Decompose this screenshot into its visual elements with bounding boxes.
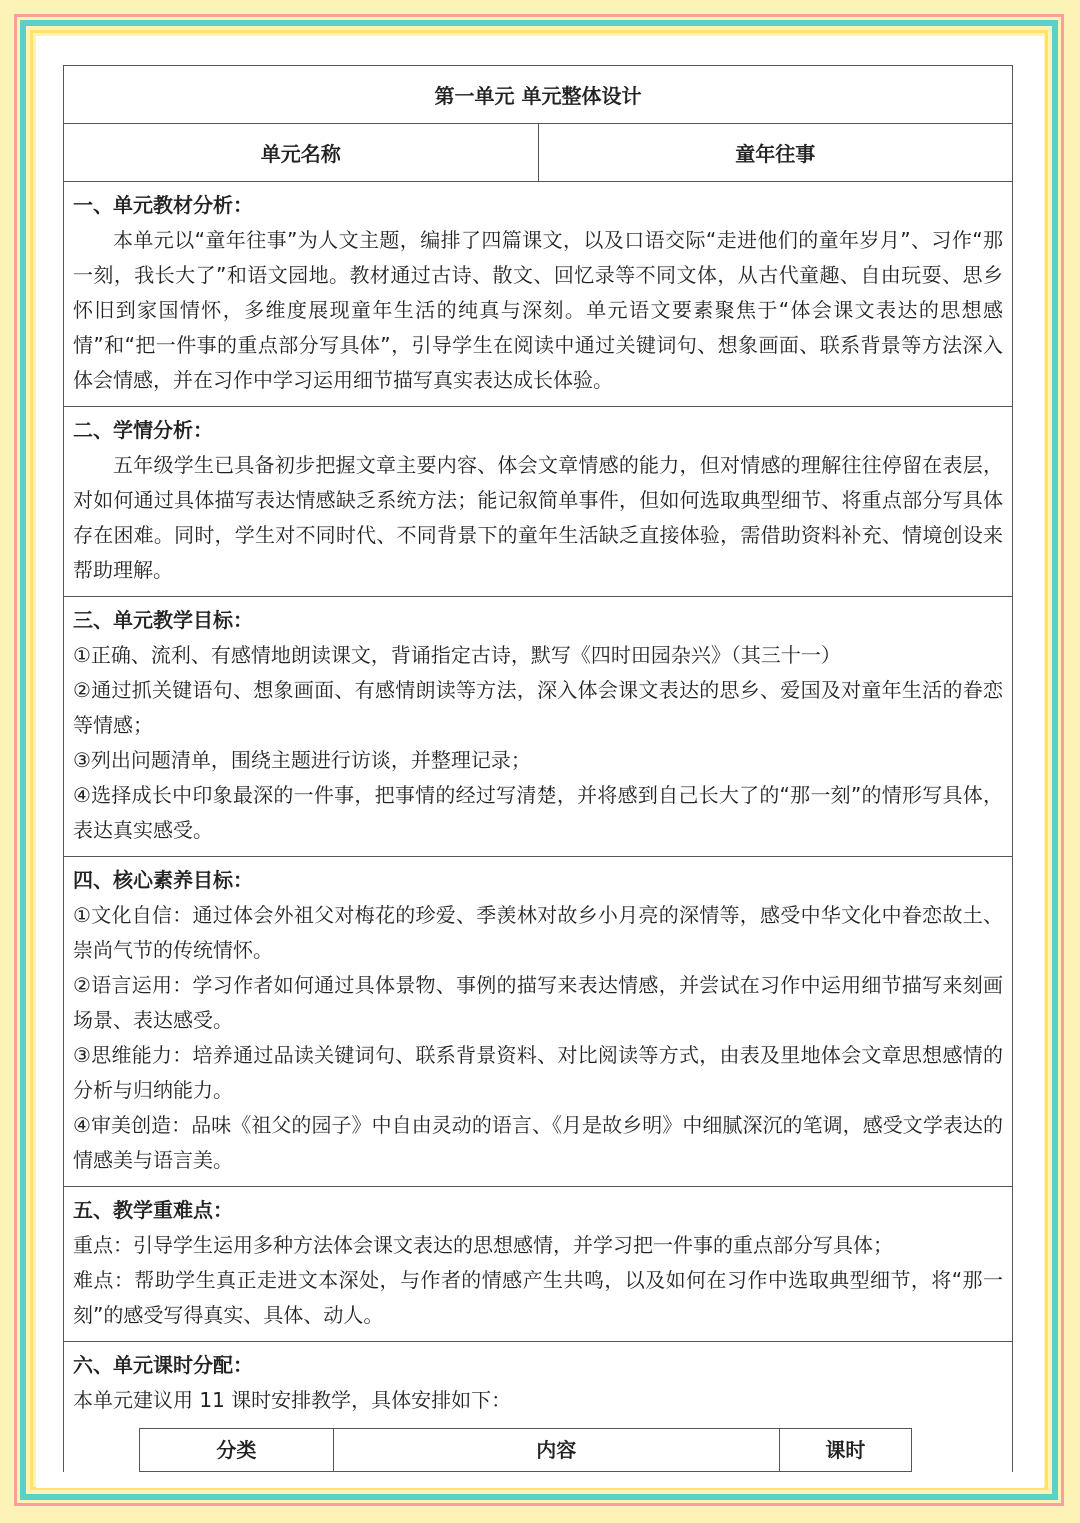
section-material-analysis xyxy=(64,182,1012,407)
section-student-analysis xyxy=(64,407,1012,597)
literacy-item: ④审美创造：品味《祖父的园子》中自由灵动的语言、《月是故乡明》中细腻深沉的笔调，感受文学表达的情感美与语言美。 xyxy=(73,1113,1003,1172)
literacy-item: ①文化自信：通过体会外祖父对梅花的珍爱、季羡林对故乡小月亮的深情等，感受中华文化中眷恋故土、崇尚气节的传统情怀。 xyxy=(73,903,1003,962)
section-key-difficulties xyxy=(64,1187,1012,1342)
document-page xyxy=(36,36,1044,1488)
section-heading: 六、单元课时分配： xyxy=(73,1353,253,1377)
unit-name-label: 单元名称 xyxy=(260,142,341,166)
goal-item: ④选择成长中印象最深的一件事，把事情的经过写清楚，并将感到自己长大了的“那一刻”的情形写具体，表达真实感受。 xyxy=(73,783,1003,842)
lesson-allocation-table xyxy=(139,1428,912,1472)
table-header-row xyxy=(140,1429,912,1472)
section-heading: 二、学情分析： xyxy=(73,418,213,442)
section-heading: 五、教学重难点： xyxy=(73,1198,233,1222)
column-header-hours: 课时 xyxy=(779,1429,911,1472)
goal-item: ③列出问题清单，围绕主题进行访谈，并整理记录； xyxy=(73,748,531,772)
goal-item: ①正确、流利、有感情地朗读课文，背诵指定古诗，默写《四时田园杂兴》（其三十一） xyxy=(73,643,841,667)
key-point: 重点：引导学生运用多种方法体会课文表达的思想感情，并学习把一件事的重点部分写具体； xyxy=(73,1233,893,1257)
document-title: 第一单元 单元整体设计 xyxy=(64,66,1012,124)
section-heading: 三、单元教学目标： xyxy=(73,608,253,632)
unit-name-row xyxy=(64,124,1012,182)
section-paragraph: 五年级学生已具备初步把握文章主要内容、体会文章情感的能力，但对情感的理解往往停留在表层，对如何通过具体描写表达情感缺乏系统方法；能记叙简单事件，但如何选取典型细节、将重点部分写具体存在困难。同时，学生对不同时代、不同背景下的童年生活缺乏直接体验，需借助资料补充、情境创设来帮助理解。 xyxy=(73,453,1003,582)
unit-name-value: 童年往事 xyxy=(538,124,1013,181)
literacy-item: ③思维能力：培养通过品读关键词句、联系背景资料、对比阅读等方式，由表及里地体会文章思想感情的分析与归纳能力。 xyxy=(73,1043,1003,1102)
section-lesson-allocation xyxy=(64,1342,1012,1472)
section-paragraph: 本单元以“童年往事”为人文主题，编排了四篇课文，以及口语交际“走进他们的童年岁月”、习作“那一刻，我长大了”和语文园地。教材通过古诗、散文、回忆录等不同文体，从古代童趣、自由玩耍、思乡怀旧到家国情怀，多维度展现童年生活的纯真与深刻。单元语文要素聚焦于“体会课文表达的思想感情”和“把一件事的重点部分写具体”，引导学生在阅读中通过关键词句、想象画面、联系背景等方法深入体会情感，并在习作中学习运用细节描写真实表达成长体验。 xyxy=(73,228,1003,392)
section-heading: 四、核心素养目标： xyxy=(73,868,253,892)
section-heading: 一、单元教材分析： xyxy=(73,193,253,217)
section-core-literacy xyxy=(64,857,1012,1187)
literacy-item: ②语言运用：学习作者如何通过具体景物、事例的描写来表达情感，并尝试在习作中运用细节描写来刻画场景、表达感受。 xyxy=(73,973,1003,1032)
section-paragraph: 本单元建议用 11 课时安排教学，具体安排如下： xyxy=(73,1388,512,1412)
unit-design-table xyxy=(63,65,1013,1472)
difficult-point: 难点：帮助学生真正走进文本深处，与作者的情感产生共鸣，以及如何在习作中选取典型细节，将“那一刻”的感受写得真实、具体、动人。 xyxy=(73,1268,1003,1327)
column-header-category: 分类 xyxy=(140,1429,334,1472)
column-header-content: 内容 xyxy=(333,1429,779,1472)
goal-item: ②通过抓关键语句、想象画面、有感情朗读等方法，深入体会课文表达的思乡、爱国及对童年生活的眷恋等情感； xyxy=(73,678,1003,737)
section-teaching-goals xyxy=(64,597,1012,857)
